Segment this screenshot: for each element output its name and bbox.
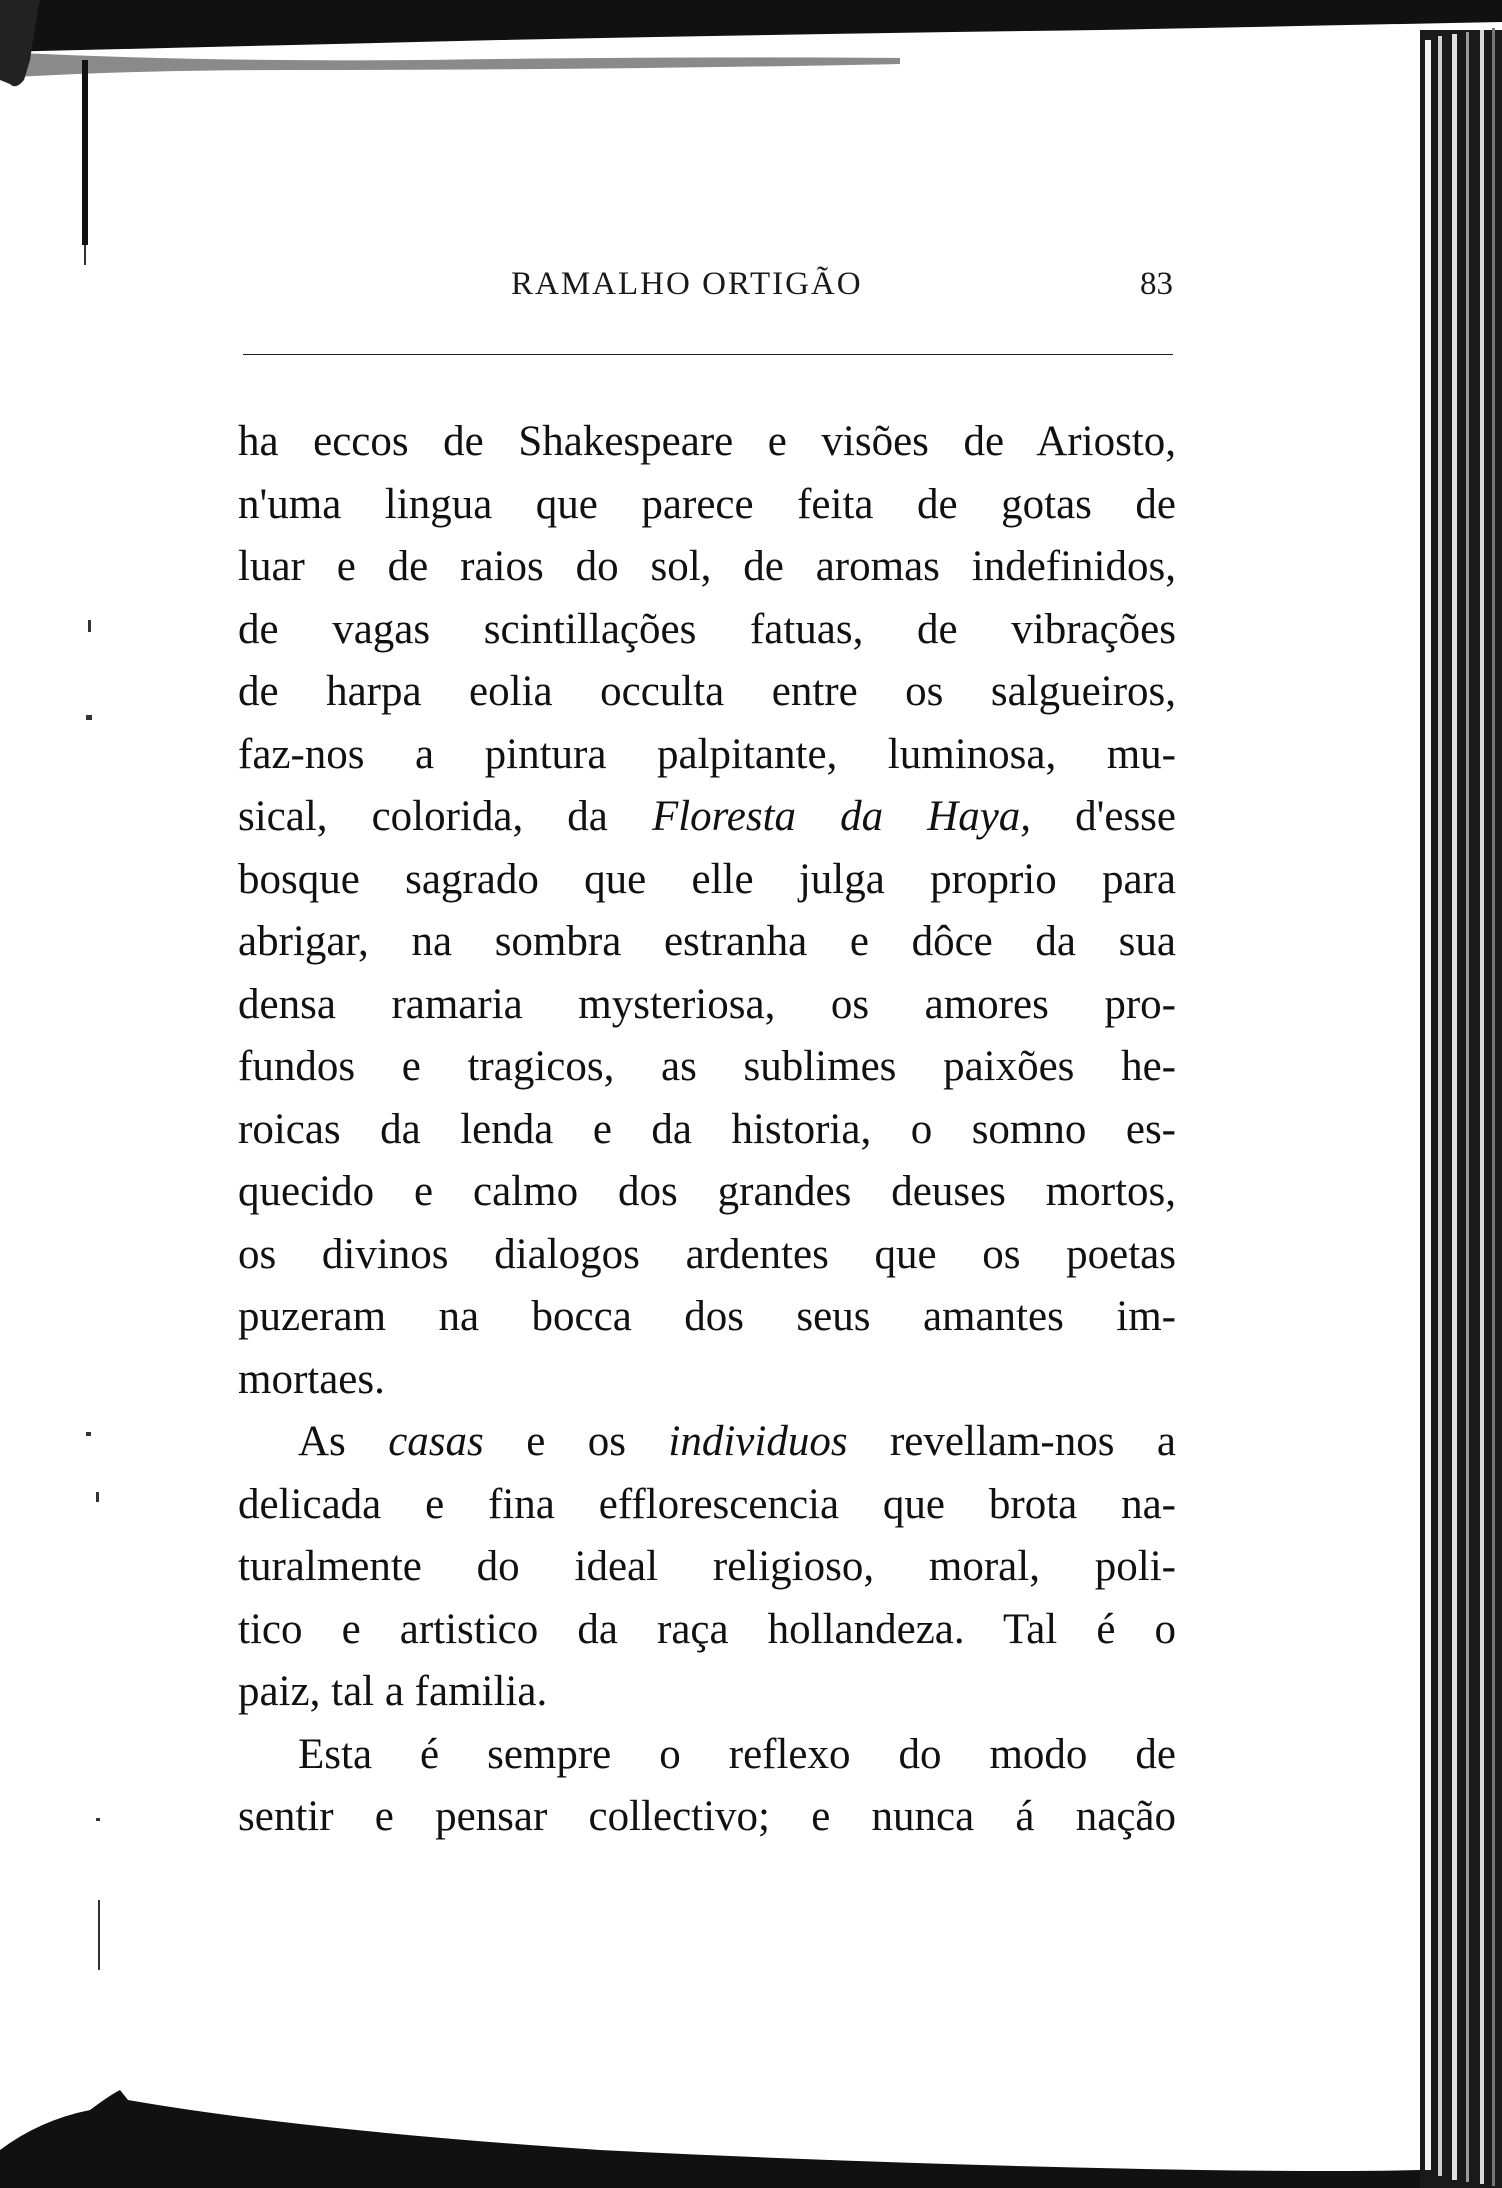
text-line: de harpa eolia occulta entre os salgueiros, [238,668,1176,715]
margin-speck [98,1900,100,1970]
margin-speck [88,620,91,632]
text-line-with-italic [238,1411,1176,1474]
text-line: delicada e fina efflorescencia que brota na- [238,1480,1176,1528]
margin-speck [96,1818,100,1821]
text-line: os divinos dialogos ardentes que os poetas [238,1230,1176,1278]
header-rule [243,354,1173,355]
top-edge-streak [0,52,900,78]
text-line: faz-nos a pintura palpitante, luminosa, mu- [238,730,1176,778]
right-page-stack-line-3 [1452,34,1457,2180]
page-number: 83 [1140,266,1173,302]
text-line: abrigar, na sombra estranha e dôce da sua [238,918,1176,965]
text-segment: As [298,1418,389,1465]
text-line: Esta é sempre o reflexo do modo de [298,1730,1176,1778]
margin-speck [86,1432,91,1436]
text-line: ha eccos de Shakespeare e visões de Ariosto, [238,418,1176,465]
body-text [238,411,1176,1849]
text-line: tico e artistico da raça hollandeza. Tal é o [238,1605,1176,1653]
right-page-stack-line-4 [1466,32,1469,2182]
text-segment: sical, colorida, da [238,793,652,840]
text-line: puzeram na bocca dos seus amantes im- [238,1293,1176,1340]
margin-speck [96,1492,99,1502]
text-line: roicas da lenda e da historia, o somno es- [238,1105,1176,1153]
right-page-stack [1420,30,1502,2188]
text-line: sentir e pensar collectivo; e nunca á nação [238,1793,1176,1840]
italic-word: individuos [668,1418,848,1465]
text-segment: d'esse [1031,793,1177,840]
text-line: quecido e calmo dos grandes deuses mortos, [238,1168,1176,1215]
right-page-stack-line-6 [1492,28,1495,2186]
italic-word: casas [388,1418,484,1465]
top-edge-shadow [0,0,1502,52]
text-line: fundos e tragicos, as sublimes paixões he- [238,1043,1176,1090]
text-line: de vagas scintillações fatuas, de vibrações [238,605,1176,653]
text-segment: e os [483,1418,669,1465]
text-line: densa ramaria mysteriosa, os amores pro- [238,980,1176,1028]
right-page-stack-line-2 [1438,36,1442,2176]
right-page-stack-line-5 [1480,30,1484,2184]
running-title: RAMALHO ORTIGÃO [511,266,863,302]
text-line-with-italic [238,786,1176,849]
left-binding-mark [82,60,88,245]
text-segment: revellam-nos a [847,1418,1176,1465]
margin-speck [86,715,92,720]
text-line: turalmente do ideal religioso, moral, poli- [238,1543,1176,1590]
left-binding-mark-tail [84,245,86,265]
text-line-paragraph-end: mortaes. [238,1355,385,1403]
text-line: bosque sagrado que elle julga proprio para [238,855,1176,903]
text-line-paragraph-end: paiz, tal a familia. [238,1668,548,1715]
bottom-edge-shadow [0,2090,1420,2188]
page-header [243,260,1173,320]
text-line: n'uma lingua que parece feita de gotas de [238,480,1176,528]
italic-title: Floresta da Haya, [651,793,1032,840]
right-page-stack-line-1 [1425,40,1431,2170]
text-line: luar e de raios do sol, de aromas indefinidos, [238,543,1176,590]
